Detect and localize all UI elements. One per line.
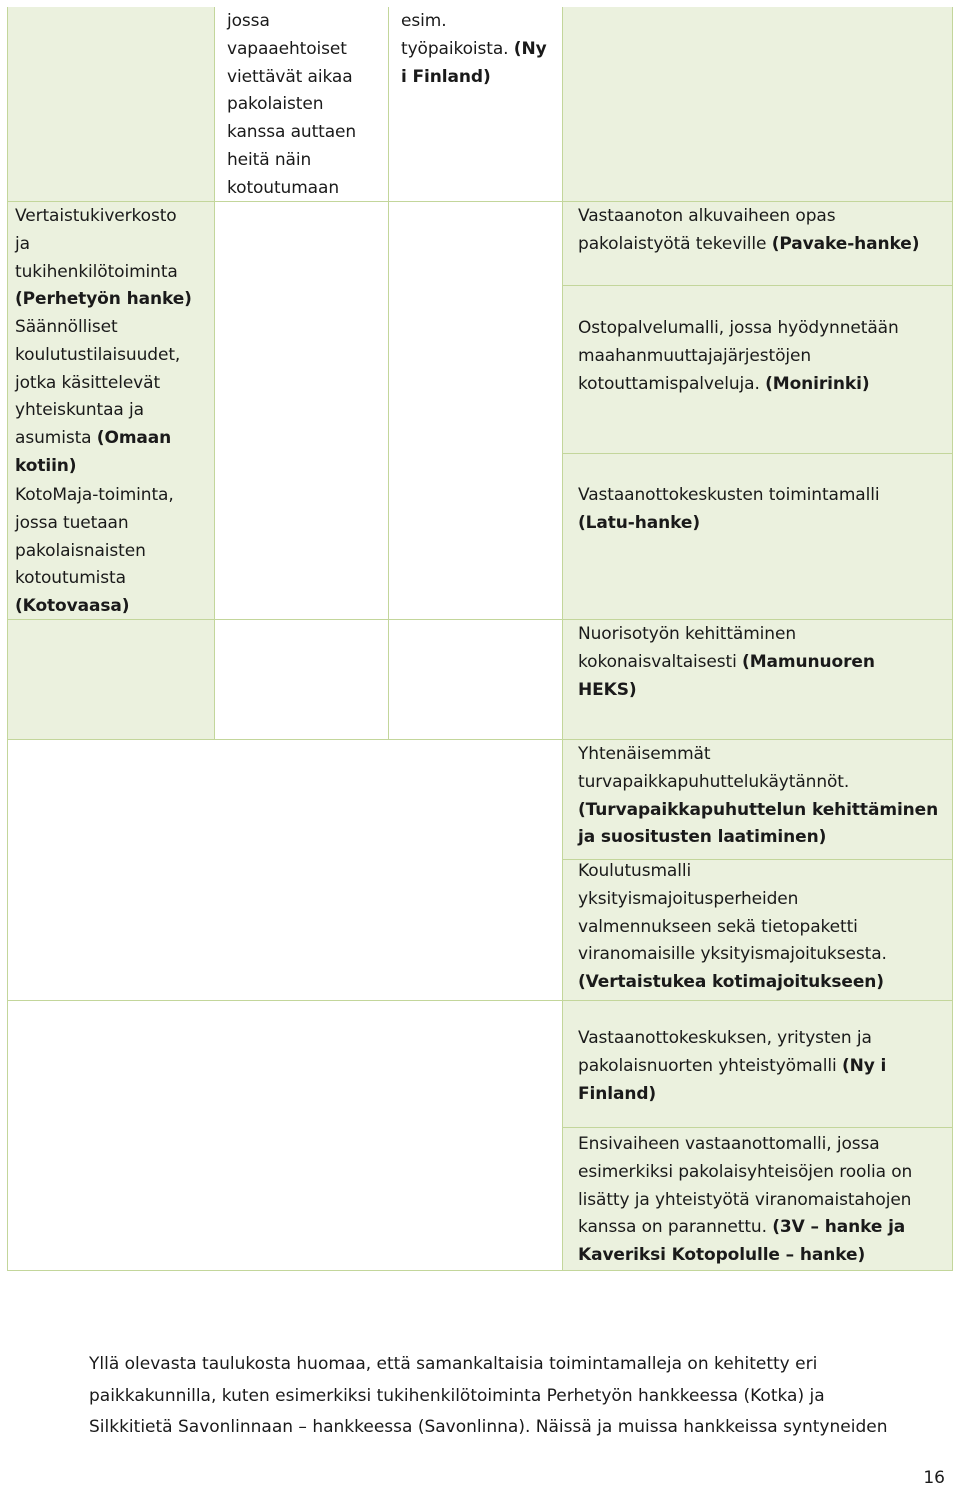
col4-item (578, 315, 950, 398)
col4-item-3-source: (Latu-hanke) (578, 512, 700, 533)
col1-item-1-text: Vertaistukiverkosto ja tukihenkilötoiminta (15, 206, 178, 282)
row-border (562, 285, 953, 286)
col4-item-1-source: (Pavake-hanke) (771, 233, 920, 254)
col4-item-5-source: (Turvapaikkapuhuttelun kehittäminen ja suositusten laatiminen) (578, 799, 939, 848)
paragraph-line: Yllä olevasta taulukosta huomaa, että samankaltaisia toimintamalleja on kehitetty eri (89, 1354, 818, 1374)
col4-item (578, 482, 950, 538)
col4-item-6-text: Koulutusmalli yksityismajoitusperheiden valmennukseen sekä tietopaketti viranomaisille yksityismajoituksesta. (578, 861, 887, 965)
body-paragraph (89, 1349, 945, 1444)
col-border (214, 7, 215, 739)
col3-text: esim. työpaikoista. (401, 11, 509, 59)
col3-continuation (401, 8, 561, 91)
col4-item (578, 1025, 950, 1108)
col1-item-text (15, 203, 210, 314)
project-table (7, 7, 953, 1271)
row-border (7, 201, 953, 202)
col2-continuation-text: jossa vapaaehtoiset viettävät aikaa pakolaisten kanssa auttaen heitä näin kotoutumaan (227, 11, 357, 198)
col4-item-6-source: (Vertaistukea kotimajoitukseen) (578, 972, 884, 993)
col4-item-4-source: (Mamunuoren HEKS) (578, 651, 875, 700)
col4-item-8-source: (3V – hanke ja Kaveriksi Kotopolulle – hanke) (578, 1217, 906, 1266)
col1-item-text (15, 482, 210, 621)
table-right-border (952, 7, 953, 1271)
col1-item-1-source: (Perhetyön hanke) (15, 289, 192, 310)
col4-item-2-source: (Monirinki) (765, 373, 870, 394)
paragraph-line: paikkakunnilla, kuten esimerkiksi tukihenkilötoiminta Perhetyön hankkeessa (Kotka) ja (89, 1385, 825, 1406)
col-border (388, 7, 389, 739)
page-number: 16 (923, 1468, 945, 1488)
col4-item (578, 1131, 950, 1270)
row-border (7, 739, 953, 740)
col4-item-2-text: Ostopalvelumalli, jossa hyödynnetään maahanmuuttajajärjestöjen kotouttamispalveluja. (578, 318, 899, 394)
row-border (562, 453, 953, 454)
col1-item-3-text: KotoMaja-toiminta, jossa tuetaan pakolaisnaisten kotoutumista (15, 485, 174, 589)
col4-item-8-text: Ensivaiheen vastaanottomalli, jossa esimerkiksi pakolaisyhteisöjen roolia on lisätty ja yhteistyötä viranomaistahojen kanssa on parannettu. (578, 1134, 913, 1238)
col1-item-2-text: Säännölliset koulutustilaisuudet, jotka käsittelevät yhteiskuntaa ja asumista (15, 317, 181, 449)
paragraph-line: Silkkitietä Savonlinnaan – hankkeessa (Savonlinna). Näissä ja muissa hankkeissa syntyneiden (89, 1417, 888, 1437)
table-bottom-border (7, 1270, 953, 1271)
col4-item (578, 858, 950, 997)
row-border (7, 1000, 953, 1001)
table-left-border (7, 7, 8, 1271)
col1-item-3-source: (Kotovaasa) (15, 596, 130, 617)
col4-item (578, 741, 950, 852)
col-border (562, 7, 563, 1271)
col4-item-4-text: Nuorisotyön kehittäminen kokonaisvaltaisesti (578, 624, 797, 672)
col1-item-text (15, 314, 210, 481)
row-border (562, 1127, 953, 1128)
col4-item (578, 621, 950, 704)
col4-item-7-text: Vastaanottokeskuksen, yritysten ja pakolaisnuorten yhteistyömalli (578, 1028, 872, 1076)
col4-item-1-text: Vastaanoton alkuvaiheen opas pakolaistyötä tekeville (578, 206, 836, 254)
col4-item-5-text: Yhtenäisemmät turvapaikkapuhuttelukäytännöt. (578, 744, 850, 792)
col4-item-7-source: (Ny i Finland) (578, 1055, 887, 1104)
col3-source: (Ny i Finland) (401, 38, 547, 87)
col4-item-3-text: Vastaanottokeskusten toimintamalli (578, 485, 880, 505)
col1-item-2-source: (Omaan kotiin) (15, 428, 172, 476)
col4-item (578, 203, 950, 259)
